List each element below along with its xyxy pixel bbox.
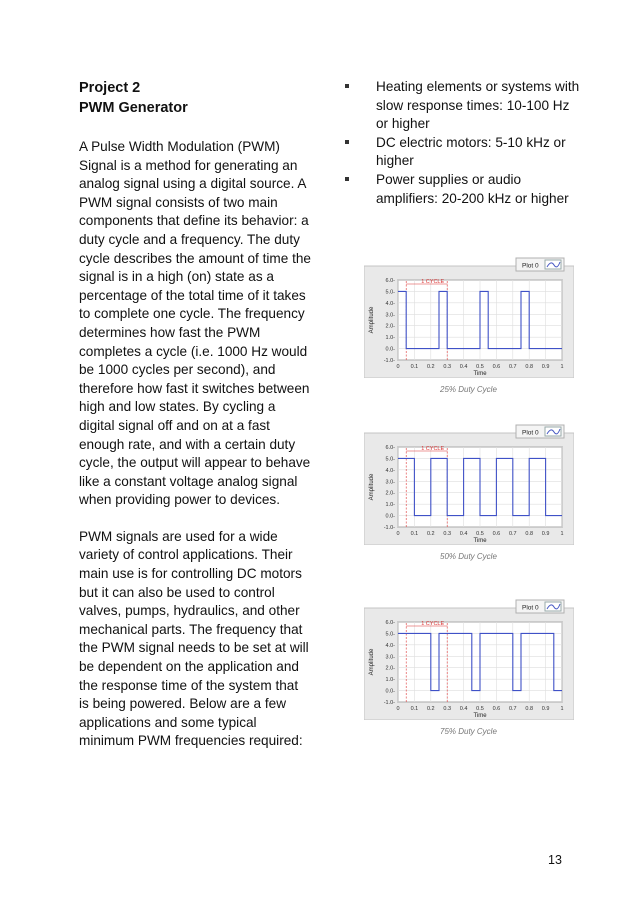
x-tick-label: 0.9	[541, 531, 550, 537]
x-axis-label: Time	[473, 371, 487, 377]
x-tick-label: 0.6	[492, 364, 501, 370]
x-tick-label: 0.8	[525, 531, 534, 537]
y-tick-label: 5.0-	[385, 631, 395, 638]
legend-label: Plot 0	[522, 604, 539, 612]
x-tick-label: 0	[396, 706, 400, 712]
x-tick-label: 0.9	[541, 364, 550, 370]
legend	[516, 425, 564, 438]
duty-cycle-chart	[364, 256, 574, 398]
y-tick-label: -1.0-	[383, 358, 395, 364]
x-tick-label: 0.7	[508, 364, 517, 370]
x-tick-label: 0.3	[443, 706, 452, 712]
x-tick-label: 0.8	[525, 364, 534, 370]
legend	[516, 258, 564, 271]
y-tick-label: 2.0-	[385, 490, 395, 497]
y-tick-label: 3.0-	[385, 312, 395, 319]
x-tick-label: 1	[560, 531, 564, 537]
x-tick-label: 0.5	[476, 364, 484, 370]
y-tick-label: 3.0-	[385, 479, 395, 486]
list-item	[342, 134, 582, 171]
cycle-annotation-label: 1 CYCLE	[421, 446, 445, 452]
bullet-icon	[345, 140, 349, 144]
list-item-text: Heating elements or systems with slow response times: 10-100 Hz or higher	[376, 79, 580, 132]
y-axis-label: Amplitude	[369, 473, 375, 501]
frequency-list	[342, 78, 582, 208]
x-tick-label: 0.3	[443, 531, 452, 537]
chart-svg	[364, 598, 574, 720]
left-column	[79, 78, 311, 751]
x-tick-label: 0.1	[410, 531, 419, 537]
y-tick-label: 1.0-	[385, 335, 395, 342]
x-tick-label: 0.7	[508, 706, 517, 712]
legend	[516, 600, 564, 613]
y-tick-label: -1.0-	[383, 525, 395, 531]
y-tick-label: 6.0-	[385, 620, 395, 626]
y-tick-label: 6.0-	[385, 278, 395, 284]
y-tick-label: 3.0-	[385, 654, 395, 661]
x-tick-label: 0.1	[410, 364, 419, 370]
y-tick-label: 6.0-	[385, 445, 395, 451]
x-tick-label: 0.4	[459, 706, 468, 712]
chart-caption: 25% Duty Cycle	[440, 385, 497, 394]
x-tick-label: 0.3	[443, 364, 452, 370]
y-tick-label: 0.0-	[385, 513, 395, 520]
project-number: Project 2	[79, 80, 141, 96]
legend-label: Plot 0	[522, 429, 539, 437]
chart-caption: 75% Duty Cycle	[440, 727, 497, 736]
y-tick-label: 0.0-	[385, 346, 395, 353]
x-tick-label: 0.8	[525, 706, 534, 712]
x-tick-label: 0.2	[426, 531, 435, 537]
cycle-annotation-label: 1 CYCLE	[421, 279, 445, 285]
x-axis-label: Time	[473, 538, 487, 544]
x-tick-label: 0.9	[541, 706, 550, 712]
x-tick-label: 0.6	[492, 531, 501, 537]
x-tick-label: 1	[560, 706, 564, 712]
list-item-text: DC electric motors: 5-10 kHz or higher	[376, 134, 566, 169]
list-item	[342, 171, 582, 208]
x-tick-label: 0.7	[508, 531, 517, 537]
y-axis-label: Amplitude	[369, 648, 375, 676]
y-tick-label: -1.0-	[383, 700, 395, 706]
duty-cycle-chart	[364, 423, 574, 565]
y-tick-label: 1.0-	[385, 502, 395, 509]
chart-svg	[364, 256, 574, 378]
applications-paragraph: PWM signals are used for a wide variety of control applications. Their main use is for controlling DC motors but it can also be used to control valves, pumps, hydraulics, and other mechanical parts. The frequency that the PWM signal needs to be set at will be dependent on the application and the response time of the system that is being powered. Below are a few applications and some typical minimum PWM frequencies required:	[79, 528, 309, 749]
x-tick-label: 0.2	[426, 364, 435, 370]
list-item-text: Power supplies or audio amplifiers: 20-200 kHz or higher	[376, 171, 569, 206]
y-tick-label: 4.0-	[385, 642, 395, 649]
y-tick-label: 0.0-	[385, 688, 395, 695]
legend-label: Plot 0	[522, 262, 539, 270]
chart-svg	[364, 423, 574, 545]
x-tick-label: 0.6	[492, 706, 501, 712]
x-tick-label: 0.2	[426, 706, 435, 712]
chart-caption: 50% Duty Cycle	[440, 552, 497, 561]
right-column	[342, 78, 582, 208]
project-title: PWM Generator	[79, 100, 188, 116]
duty-cycle-chart	[364, 598, 574, 740]
x-tick-label: 0	[396, 364, 400, 370]
x-tick-label: 0.1	[410, 706, 419, 712]
y-axis-label: Amplitude	[369, 306, 375, 334]
y-tick-label: 5.0-	[385, 456, 395, 463]
x-tick-label: 0.4	[459, 531, 468, 537]
cycle-annotation-label: 1 CYCLE	[421, 621, 445, 627]
intro-paragraph: A Pulse Width Modulation (PWM) Signal is a method for generating an analog signal using a digital source. A PWM signal consists of two main components that define its behavior: a duty cycle and a frequency. The duty cycle describes the amount of time the signal is in a high (on) state as a percentage of the total time of it takes to complete one cycle. The frequency determines how fast the PWM completes a cycle (i.e. 1000 Hz would be 1000 cycles per second), and therefore how fast it switches between high and low states. By cycling a digital signal off and on at a fast enough rate, and with a certain duty cycle, the output will appear to behave like a constant voltage analog signal when providing power to devices.	[79, 139, 311, 508]
bullet-icon	[345, 84, 349, 88]
x-tick-label: 0.5	[476, 706, 484, 712]
x-tick-label: 0.4	[459, 364, 468, 370]
bullet-icon	[345, 177, 349, 181]
page-number: 13	[548, 853, 562, 867]
y-tick-label: 5.0-	[385, 289, 395, 296]
y-tick-label: 1.0-	[385, 677, 395, 684]
y-tick-label: 4.0-	[385, 467, 395, 474]
y-tick-label: 2.0-	[385, 323, 395, 330]
x-axis-label: Time	[473, 713, 487, 719]
x-tick-label: 0	[396, 531, 400, 537]
y-tick-label: 2.0-	[385, 665, 395, 672]
y-tick-label: 4.0-	[385, 300, 395, 307]
list-item	[342, 78, 582, 134]
x-tick-label: 0.5	[476, 531, 484, 537]
x-tick-label: 1	[560, 364, 564, 370]
